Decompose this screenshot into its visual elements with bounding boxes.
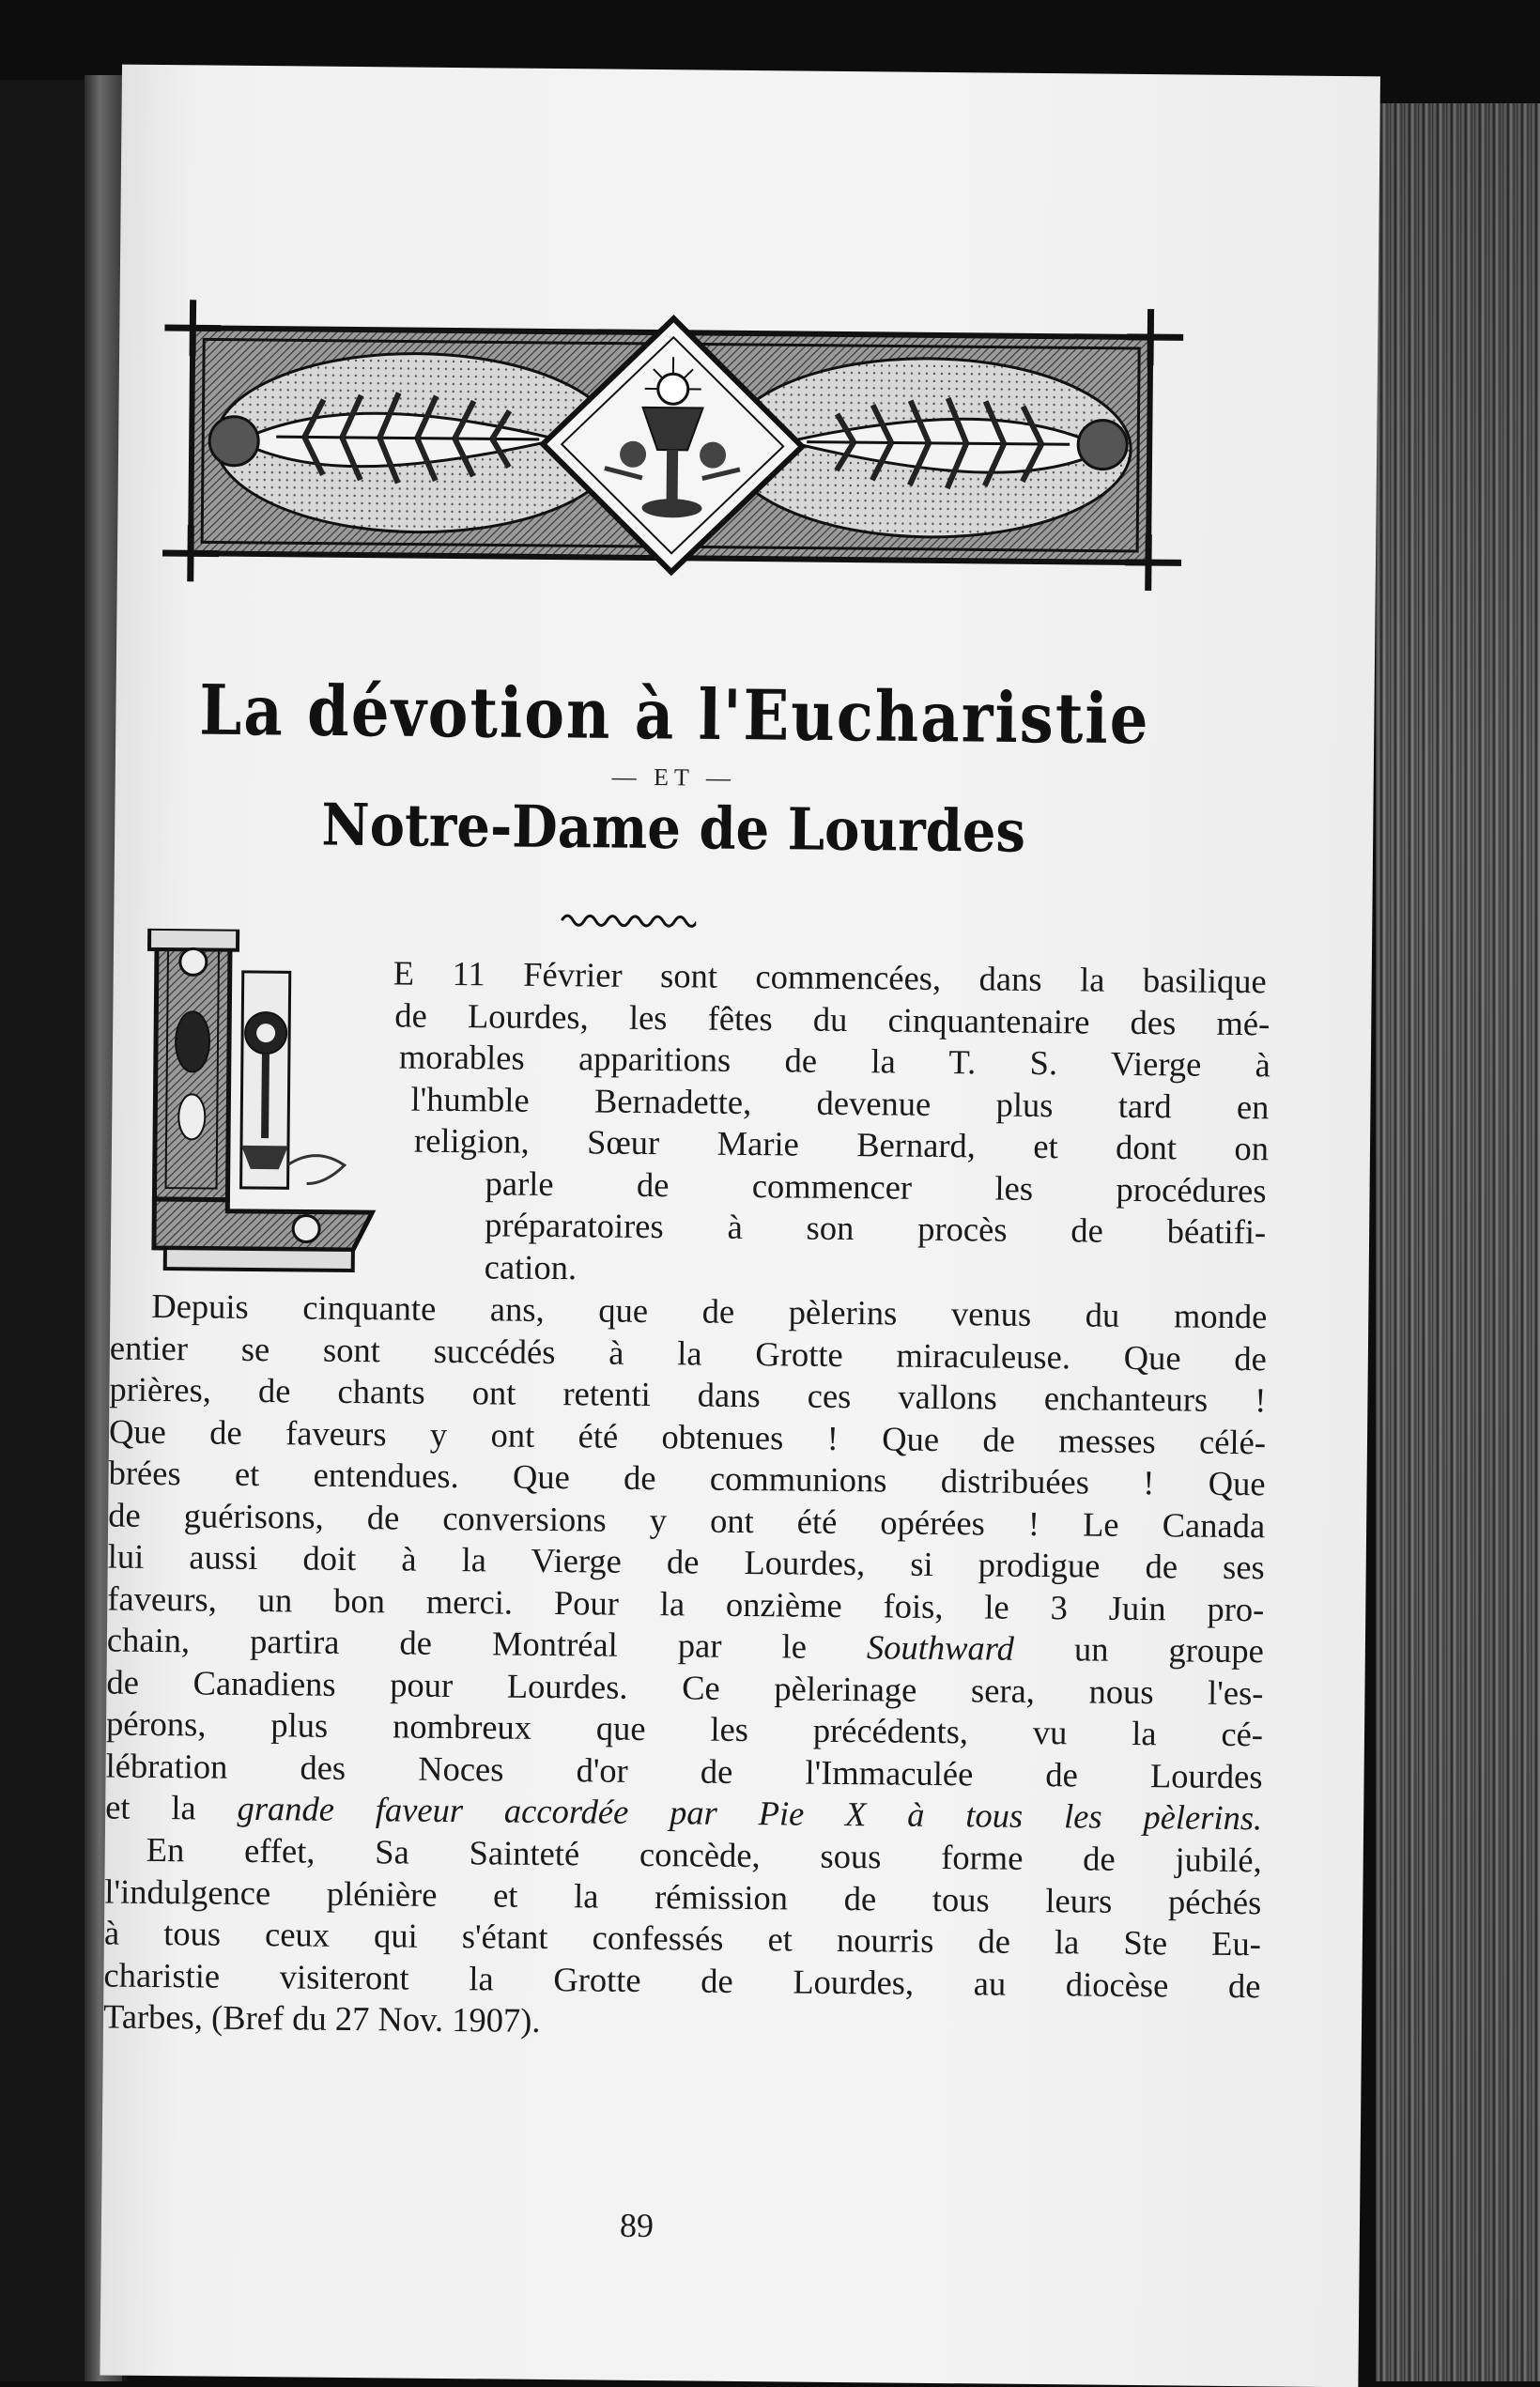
text-line: préparatoires à son procès de béatifi- xyxy=(484,1205,1267,1252)
text-line: lui aussi doit à la Vierge de Lourdes, si prodigue de ses xyxy=(107,1536,1265,1587)
fore-edge-shade xyxy=(1376,103,1540,2381)
text-line: cation. xyxy=(484,1247,578,1287)
wavy-divider xyxy=(560,909,696,929)
text-line: de Lourdes, les fêtes du cinquantenaire des mé- xyxy=(394,995,1270,1043)
decorated-dropcap xyxy=(136,929,384,1306)
ship-name: Southward xyxy=(866,1627,1015,1668)
paragraph-2 xyxy=(105,1286,1267,1840)
text-line: lébration des Noces d'or de l'Immaculée de Lourdes xyxy=(105,1745,1263,1795)
text-line: religion, Sœur Marie Bernard, et dont on xyxy=(413,1120,1270,1168)
text-line: brées et entendues. Que de communions distribuées ! Que xyxy=(108,1453,1266,1503)
text-line: de guérisons, de conversions y ont été opérées ! Le Canada xyxy=(108,1494,1266,1545)
text-line: En effet, Sa Sainteté concède, sous forme de jubilé, xyxy=(146,1829,1262,1880)
text-fragment: et la xyxy=(105,1787,196,1827)
text-line: Que de faveurs y ont été obtenues ! Que de messes célé- xyxy=(108,1411,1267,1461)
text-line: pérons, plus nombreux que les précédents, vu la cé- xyxy=(105,1703,1264,1754)
text-line: charistie visiteront la Grotte de Lourdes, au diocèse de xyxy=(103,1954,1261,2005)
cherub-icon xyxy=(180,948,207,975)
text-line: l'indulgence plénière et la rémission de tous leurs péchés xyxy=(104,1871,1262,1921)
text-line: parle de commencer les procédures xyxy=(485,1163,1267,1210)
page-title: La dévotion à l'Eucharistie xyxy=(198,670,1150,761)
text-line: E 11 Février sont commencées, dans la basilique xyxy=(393,953,1267,1001)
text-line: Depuis cinquante ans, que de pèlerins venus du monde xyxy=(151,1286,1268,1336)
text-fragment: chain, partira de Montréal par le xyxy=(106,1620,808,1666)
text-line: Tarbes, (Bref du 27 Nov. 1907). xyxy=(102,1996,541,2040)
emphasized-text: grande faveur accordée par Pie X à tous les pèlerins. xyxy=(237,1788,1263,1838)
ornamental-banner xyxy=(162,295,1184,614)
text-line: l'humble Bernadette, devenue plus tard en xyxy=(410,1079,1270,1127)
page-subtitle: Notre-Dame de Lourdes xyxy=(321,791,1026,867)
book-page xyxy=(100,65,1380,2387)
text-line: faveurs, un bon merci. Pour la onzième fois, le 3 Juin pro- xyxy=(107,1578,1265,1628)
title-connector: — ET — xyxy=(611,762,737,792)
text-line: à tous ceux qui s'étant confessés et nourris de la Ste Eu- xyxy=(103,1913,1262,1964)
paragraph-3 xyxy=(103,1828,1262,2048)
text-line: prières, de chants ont retenti dans ces vallons enchanteurs ! xyxy=(109,1369,1267,1420)
text-line: entier se sont succédés à la Grotte miraculeuse. Que de xyxy=(109,1328,1268,1378)
text-line: de Canadiens pour Lourdes. Ce pèlerinage sera, nous l'es- xyxy=(106,1661,1264,1712)
text-fragment: un groupe xyxy=(1073,1629,1265,1671)
title-block xyxy=(171,670,1178,867)
text-line: morables apparitions de la T. S. Vierge à xyxy=(398,1037,1271,1085)
page-number: 89 xyxy=(619,2206,654,2245)
